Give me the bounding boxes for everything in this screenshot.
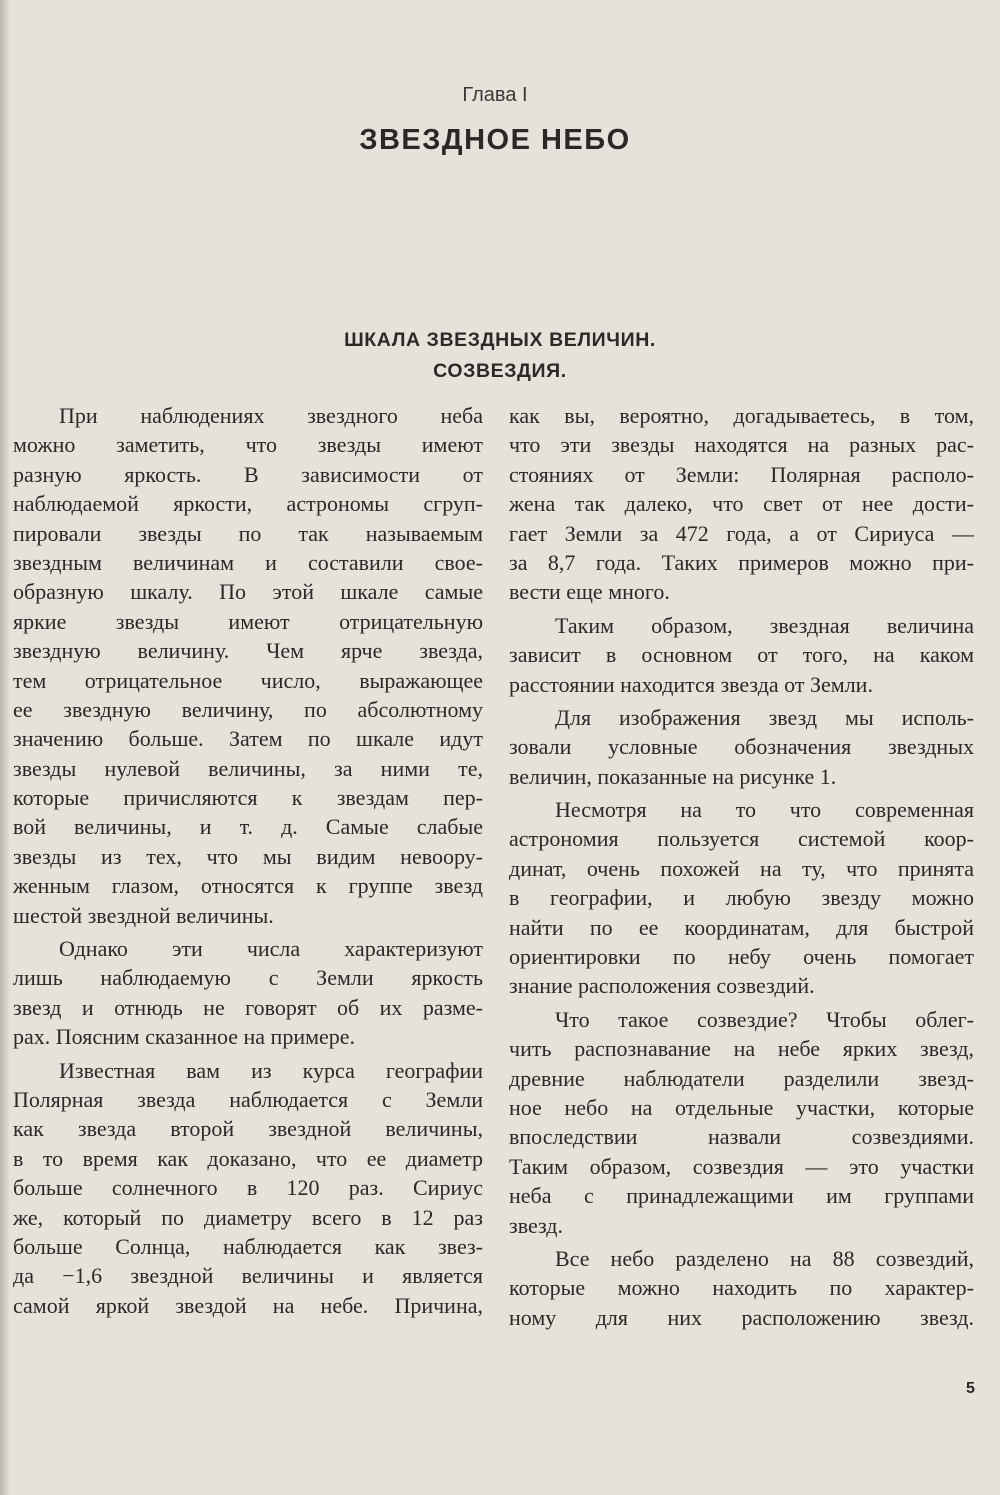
text-line: звезды из тех, что мы видим невоору- (13, 843, 483, 869)
text-line: как звезда второй звездной величины, (13, 1116, 483, 1142)
text-line: за 8,7 года. Таких примеров можно при- (509, 549, 974, 575)
text-line: которые можно находить по характер- (509, 1275, 974, 1301)
text-line: в географии, и любую звезду можно (509, 885, 974, 911)
text-line: ному для них расположению звезд. (509, 1304, 974, 1330)
text-line: значению больше. Затем по шкале идут (13, 726, 483, 752)
text-line: в то время как доказано, что ее диаметр (13, 1145, 483, 1171)
text-line: звездную величину. Чем ярче звезда, (13, 638, 483, 664)
text-line: ориентировки по небу очень помогает (509, 944, 974, 970)
text-line: звезды нулевой величины, за ними те, (13, 755, 483, 781)
text-line: звездным величинам и составили свое- (13, 549, 483, 575)
chapter-label: Глава I (462, 84, 528, 106)
text-line: разную яркость. В зависимости от (13, 461, 483, 487)
text-line: динат, очень похожей на ту, что принята (509, 855, 974, 881)
text-line: Несмотря на то что современная (555, 797, 974, 823)
text-line: же, который по диаметру всего в 12 раз (13, 1204, 483, 1230)
text-line: зависит в основном от того, на каком (509, 642, 974, 668)
text-line: Что такое созвездие? Чтобы облег- (555, 1006, 974, 1032)
text-line: которые причисляются к звездам пер- (13, 785, 483, 811)
text-line: да −1,6 звездной величины и является (13, 1263, 483, 1289)
text-line: можно заметить, что звезды имеют (13, 432, 483, 458)
text-line: звезд. (509, 1212, 563, 1238)
text-line: При наблюдениях звездного неба (59, 403, 483, 428)
text-line: впоследствии назвали созвездиями. (509, 1124, 974, 1150)
text-line: тем отрицательное число, выражающее (13, 667, 483, 693)
section-title (0, 325, 1000, 387)
text-line: стояниях от Земли: Полярная располо- (509, 461, 974, 487)
text-line: древние наблюдатели разделили звезд- (509, 1065, 974, 1091)
text-line: самой яркой звездой на небе. Причина, (13, 1292, 483, 1318)
right-text-column (509, 401, 974, 1332)
text-line: рах. Поясним сказанное на примере. (13, 1024, 356, 1050)
text-line: вой величины, и т. д. Самые слабые (13, 814, 483, 840)
text-line: Для изображения звезд мы исполь- (555, 704, 974, 730)
text-line: больше солнечного в 120 раз. Сириус (13, 1175, 483, 1201)
text-line: ное небо на отдельные участки, которые (509, 1094, 974, 1120)
text-line: шестой звездной величины. (13, 902, 274, 928)
text-line: найти по ее координатам, для быстрой (509, 914, 974, 940)
text-line: расстоянии находится звезда от Земли. (509, 671, 873, 697)
text-line: Таким образом, созвездия — это участки (509, 1153, 974, 1179)
section-title-line: СОЗВЕЗДИЯ. (433, 360, 567, 382)
section-title-line: ШКАЛА ЗВЕЗДНЫХ ВЕЛИЧИН. (344, 329, 656, 351)
text-line: больше Солнца, наблюдается как звез- (13, 1233, 483, 1259)
text-line: неба с принадлежащими им группами (509, 1183, 974, 1209)
text-line: Полярная звезда наблюдается с Земли (13, 1086, 483, 1112)
text-line: гает Земли за 472 года, а от Сириуса — (509, 520, 974, 546)
page-number: 5 (966, 1380, 975, 1397)
text-line: вести еще много. (509, 579, 670, 605)
text-line: образную шкалу. По этой шкале самые (13, 579, 483, 605)
page-binding-edge (0, 0, 10, 1495)
text-line: знание расположения созвездий. (509, 973, 815, 999)
text-line: зовали условные обозначения звездных (509, 734, 974, 760)
text-line: яркие звезды имеют отрицательную (13, 608, 483, 634)
text-line: чить распознавание на небе ярких звезд, (509, 1036, 974, 1062)
text-line: как вы, вероятно, догадываетесь, в том, (509, 403, 974, 428)
text-line: величин, показанные на рисунке 1. (509, 763, 837, 789)
text-line: Таким образом, звездная величина (555, 612, 974, 638)
text-line: пировали звезды по так называемым (13, 520, 483, 546)
chapter-title: ЗВЕЗДНОЕ НЕБО (359, 124, 631, 156)
text-line: жена так далеко, что свет от нее дости- (509, 491, 974, 517)
text-line: женным глазом, относятся к группе звезд (13, 873, 483, 899)
text-line: наблюдаемой яркости, астрономы сгруп- (13, 491, 483, 517)
text-line: звезд и отнюдь не говорят об их разме- (13, 994, 483, 1020)
text-line: лишь наблюдаемую с Земли яркость (13, 965, 483, 991)
text-line: что эти звезды находятся на разных рас- (509, 432, 974, 458)
text-line: Однако эти числа характеризуют (59, 936, 483, 962)
text-line: Все небо разделено на 88 созвездий, (555, 1245, 974, 1271)
left-text-column (13, 401, 483, 1320)
text-line: ее звездную величину, по абсолютному (13, 696, 483, 722)
text-line: астрономия пользуется системой коор- (509, 826, 974, 852)
text-line: Известная вам из курса географии (59, 1057, 483, 1083)
